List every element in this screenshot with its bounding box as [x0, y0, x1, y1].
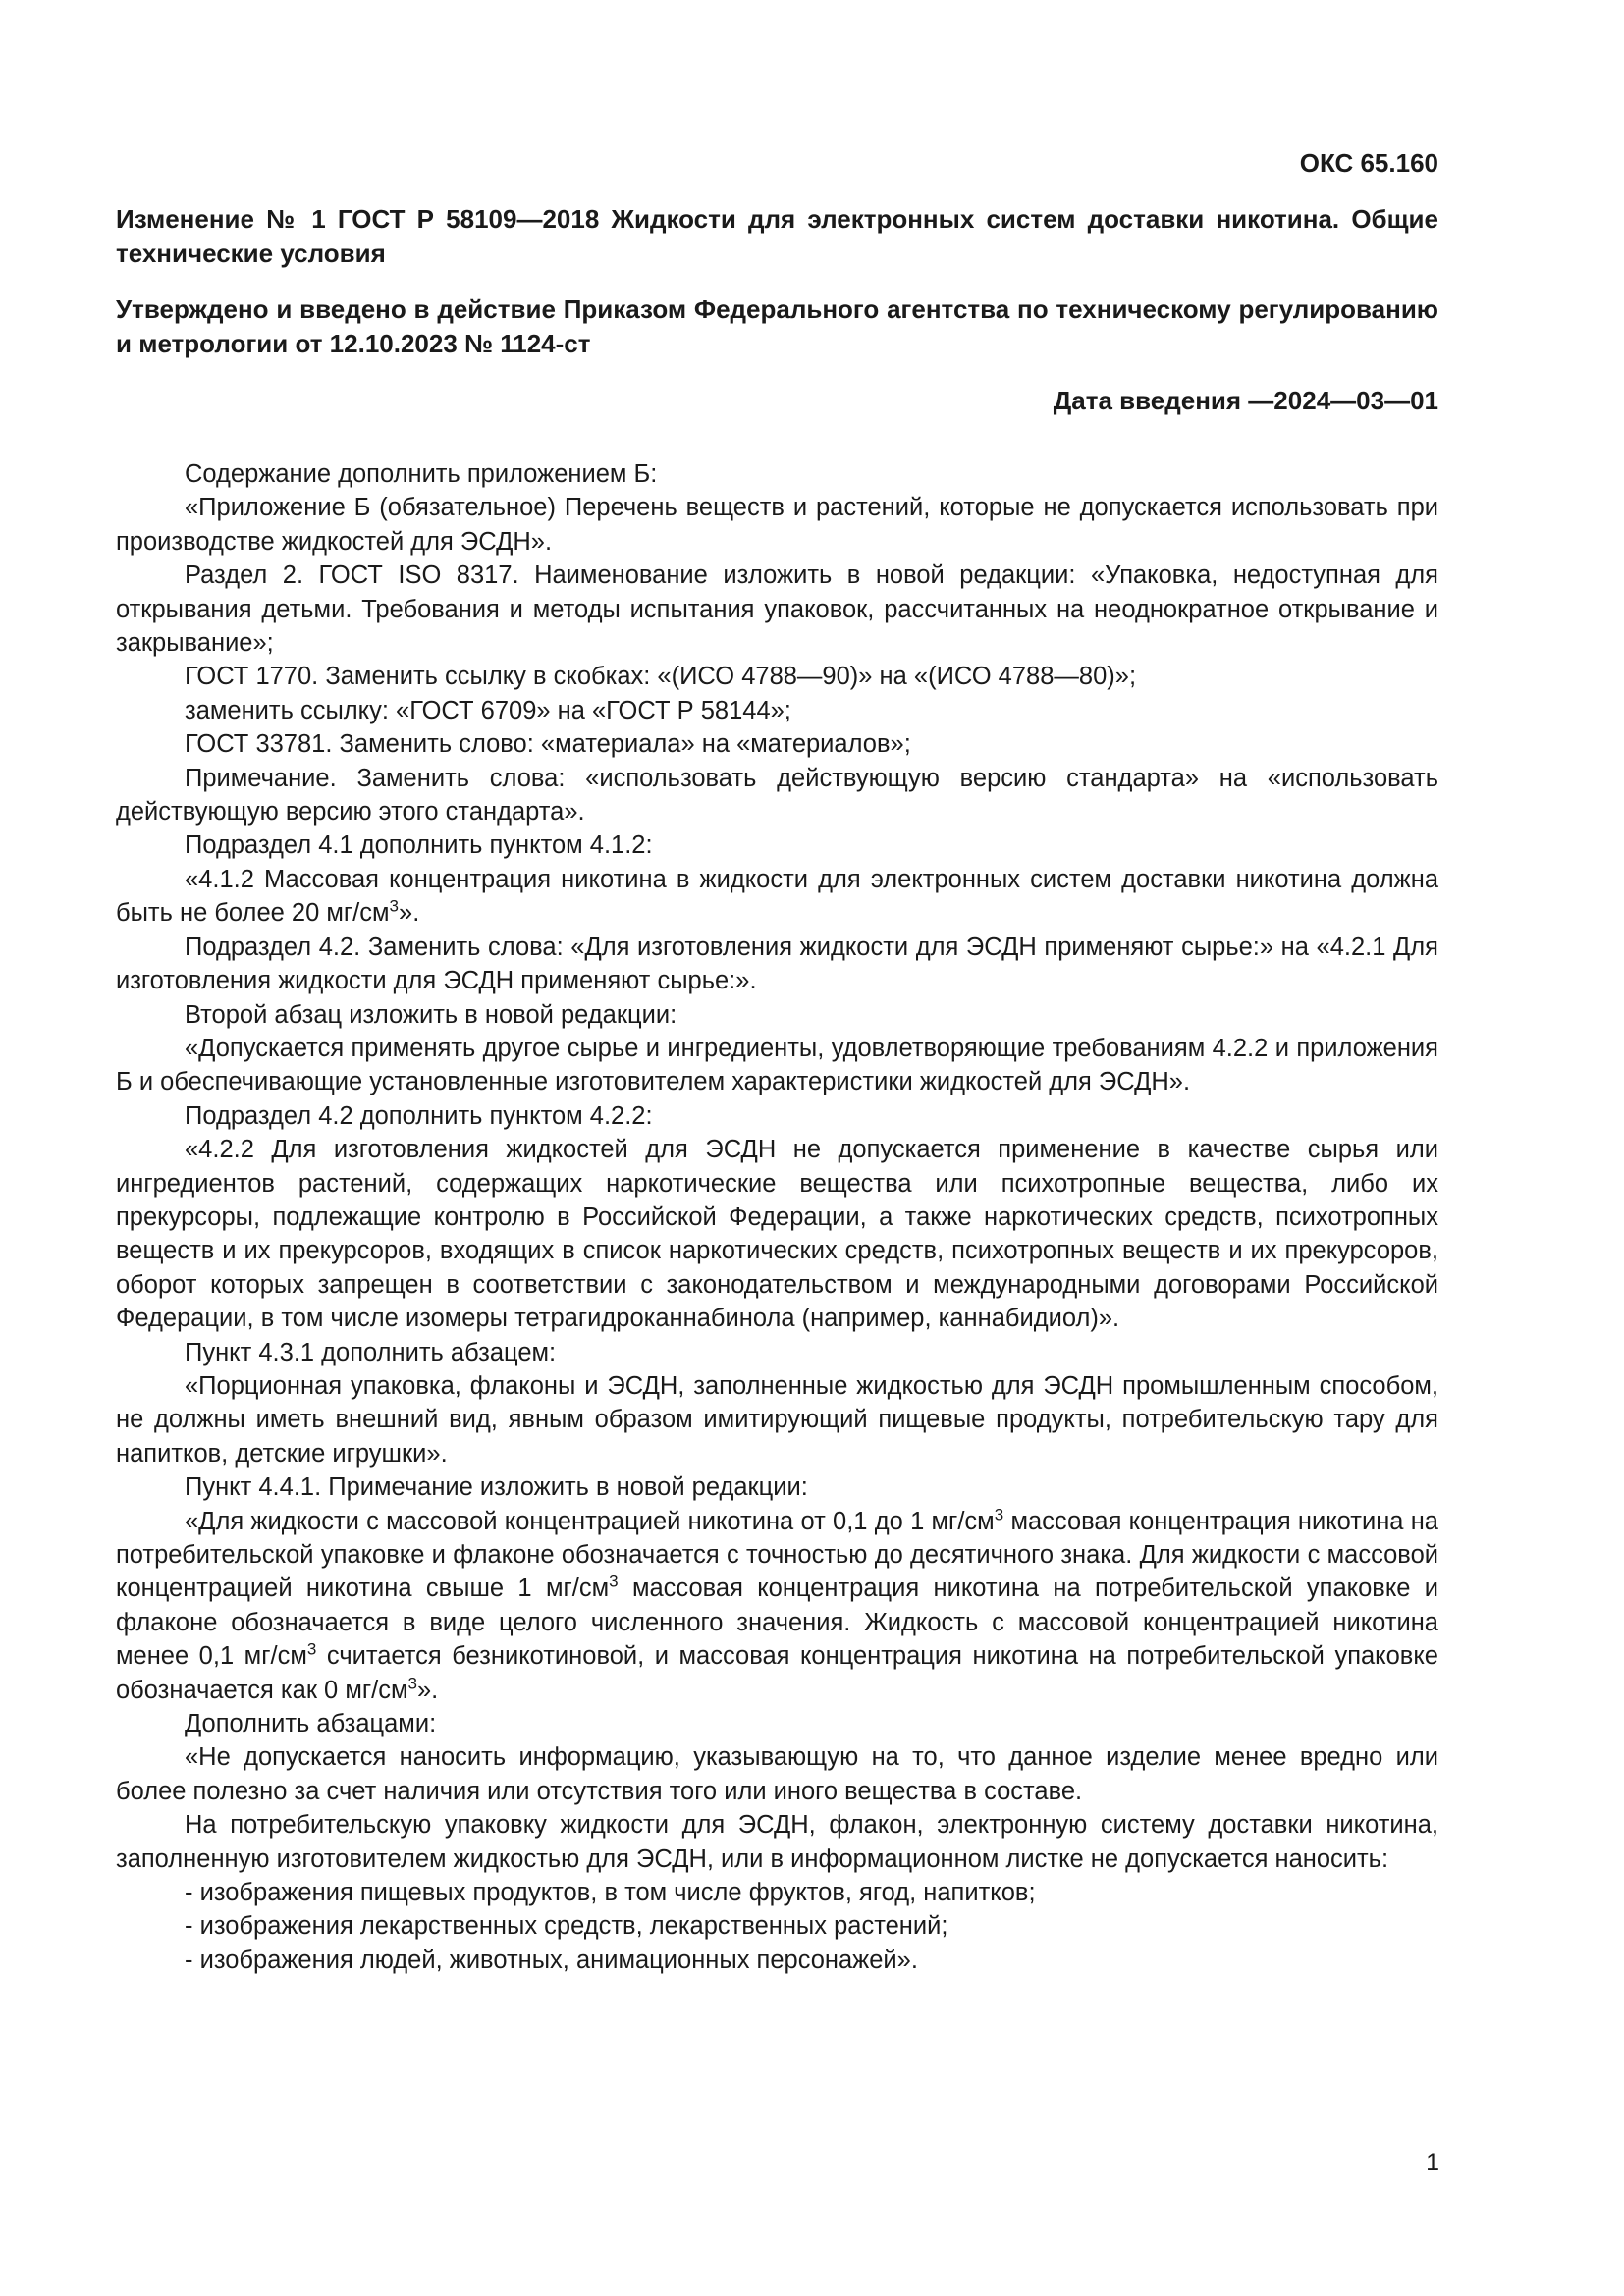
superscript: 3 [609, 1572, 619, 1591]
superscript: 3 [407, 1674, 417, 1693]
paragraph: «Порционная упаковка, флаконы и ЭСДН, заполненные жидкостью для ЭСДН промышленным способом, не должны иметь внешний вид, явным образом имитирующий пищевые продукты, потребительскую тару для напитков, детские игрушки». [116, 1371, 1438, 1468]
text-run: ». [417, 1676, 439, 1704]
paragraph [116, 1505, 1438, 1707]
page-number: 1 [1426, 2149, 1439, 2176]
list-item: - изображения лекарственных средств, лекарственных растений; [185, 1912, 948, 1941]
text-run: считается безникотиновой, и массовая концентрация никотина на потребительской упаковке обозначается как 0 мг/см [116, 1642, 1438, 1704]
text-run: массовая концентрация никотина на потребительской упаковке и флаконе обозначается с точностью до десятичного знака. Для жидкости с массовой концентрацией никотина свыше 1 мг/см [116, 1507, 1438, 1603]
approval-statement: Утверждено и введено в действие Приказом Федерального агентства по техническому регулированию и метрологии от 12.10.2023 № 1124-ст [116, 294, 1438, 358]
paragraph: «Не допускается наносить информацию, указывающую на то, что данное изделие менее вредно или более полезно за счет наличия или отсутствия того или иного вещества в составе. [116, 1743, 1438, 1805]
paragraph: «Приложение Б (обязательное) Перечень веществ и растений, которые не допускается использовать при производстве жидкостей для ЭСДН». [116, 494, 1438, 556]
paragraph: Пункт 4.4.1. Примечание изложить в новой редакции: [185, 1473, 808, 1502]
paragraph [116, 863, 1438, 931]
paragraph: На потребительскую упаковку жидкости для ЭСДН, флакон, электронную систему доставки никотина, заполненную изготовителем жидкостью для ЭСДН, или в информационном листке не допускается наносить: [116, 1811, 1438, 1873]
paragraph: Подраздел 4.2. Заменить слова: «Для изготовления жидкости для ЭСДН применяют сырье:» на «4.2.1 Для изготовления жидкости для ЭСДН применяют сырье:». [116, 933, 1438, 995]
paragraph: заменить ссылку: «ГОСТ 6709» на «ГОСТ Р 58144»; [185, 696, 791, 724]
paragraph: ГОСТ 33781. Заменить слово: «материала» на «материалов»; [185, 730, 911, 759]
superscript: 3 [306, 1639, 317, 1659]
paragraph: Подраздел 4.2 дополнить пунктом 4.2.2: [185, 1101, 653, 1130]
paragraph: Второй абзац изложить в новой редакции: [185, 1000, 677, 1029]
text-run: «Для жидкости с массовой концентрацией никотина от 0,1 до 1 мг/см [185, 1507, 995, 1535]
effective-date: Дата введения —2024—03—01 [1053, 386, 1438, 415]
paragraph: Подраздел 4.1 дополнить пунктом 4.1.2: [185, 831, 653, 860]
paragraph: ГОСТ 1770. Заменить ссылку в скобках: «(ИСО 4788—90)» на «(ИСО 4788—80)»; [185, 663, 1137, 691]
superscript: 3 [389, 896, 400, 916]
amendment-body [116, 457, 1438, 1977]
list-item: - изображения людей, животных, анимационных персонажей». [185, 1946, 918, 1974]
text-run: ». [399, 899, 420, 928]
paragraph: Раздел 2. ГОСТ ISO 8317. Наименование изложить в новой редакции: «Упаковка, недоступная для открывания детьми. Требования и методы испытания упаковок, рассчитанных на неоднократное открывание и закрывание»; [116, 561, 1438, 658]
paragraph: Примечание. Заменить слова: «использовать действующую версию стандарта» на «использовать действующую версию этого стандарта». [116, 764, 1438, 827]
classification-code: ОКС 65.160 [1299, 148, 1438, 178]
list-item: - изображения пищевых продуктов, в том числе фруктов, ягод, напитков; [185, 1879, 1036, 1907]
document-content [116, 145, 1438, 1977]
paragraph: «4.2.2 Для изготовления жидкостей для ЭСДН не допускается применение в качестве сырья или ингредиентов растений, содержащих наркотические вещества или психотропные вещества, либо их прекурсоры, подлежащие контролю в Российской Федерации, а также наркотических средств, психотропных веществ и их прекурсоров, входящих в список наркотических средств, психотропных веществ и их прекурсоров, оборот которых запрещен в соответствии с законодательством и международными договорами Российской Федерации, в том числе изомеры тетрагидроканнабинола (например, каннабидиол)». [116, 1136, 1438, 1333]
paragraph: Пункт 4.3.1 дополнить абзацем: [185, 1338, 557, 1366]
text-run: «4.1.2 Массовая концентрация никотина в жидкости для электронных систем доставки никотина должна быть не более 20 мг/см [116, 865, 1438, 928]
text-run: массовая концентрация никотина на потребительской упаковке и флаконе обозначается в виде целого численного значения. Жидкость с массовой концентрацией никотина менее 0,1 мг/см [116, 1575, 1439, 1671]
superscript: 3 [994, 1505, 1004, 1524]
amendment-title: Изменение № 1 ГОСТ Р 58109—2018 Жидкости для электронных систем доставки никотина. Общие технические условия [116, 204, 1438, 268]
paragraph: Дополнить абзацами: [185, 1710, 437, 1738]
paragraph: «Допускается применять другое сырье и ингредиенты, удовлетворяющие требованиям 4.2.2 и приложения Б и обеспечивающие установленные изготовителем характеристики жидкостей для ЭСДН». [116, 1034, 1438, 1096]
paragraph: Содержание дополнить приложением Б: [185, 460, 658, 488]
